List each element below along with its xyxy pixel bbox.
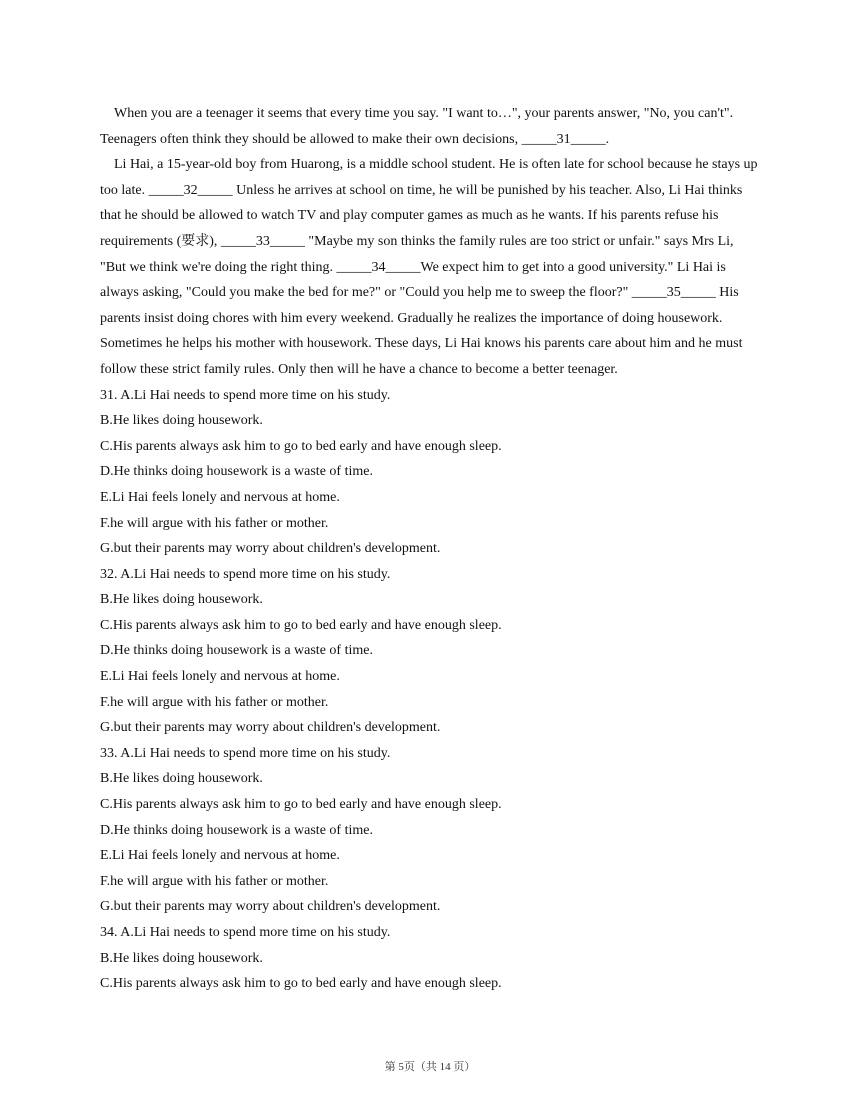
option-line: F.he will argue with his father or mother. <box>100 515 329 531</box>
option-line: D.He thinks doing housework is a waste of time. <box>100 643 373 659</box>
option-line: E.Li Hai feels lonely and nervous at home. <box>100 489 340 505</box>
option-line: D.He thinks doing housework is a waste of time. <box>100 464 373 480</box>
page-footer: 第 5页（共 14 页） <box>384 1061 476 1073</box>
option-line: B.He likes doing housework. <box>100 950 263 966</box>
option-line: C.His parents always ask him to go to bed early and have enough sleep. <box>100 976 502 992</box>
option-line: 34. A.Li Hai needs to spend more time on his study. <box>100 925 391 940</box>
passage-paragraph-2: Li Hai, a 15-year-old boy from Huarong, is a middle school student. He is often late for school because he stays up too late. _____32_____ Unless he arrives at school on time, he will be punished by his teacher. Also, Li Hai thinks that he should be allowed to watch TV and play computer games as much as he wants. If his parents refuse his requirements (要求), _____33_____ "Maybe my son thinks the family rules are too strict or unfair." says Mrs Li, "But we think we're doing the right thing. _____34_____We expect him to get into a good university." Li Hai is always asking, "Could you make the bed for me?" or "Could you help me to sweep the floor?" _____35_____ His parents insist doing chores with him every weekend. Gradually he realizes the importance of doing housework. Sometimes he helps his mother with housework. These days, Li Hai knows his parents care about him and he must follow these strict family rules. Only then will he have a chance to become a better teenager. <box>100 157 758 377</box>
option-line: 32. A.Li Hai needs to spend more time on his study. <box>100 566 391 582</box>
option-line: B.He likes doing housework. <box>100 771 263 787</box>
option-line: 33. A.Li Hai needs to spend more time on his study. <box>100 745 391 761</box>
option-line: D.He thinks doing housework is a waste of time. <box>100 822 373 838</box>
document-page <box>100 101 762 997</box>
answer-options-list <box>100 383 762 997</box>
option-line: F.he will argue with his father or mother. <box>100 873 329 889</box>
option-line: G.but their parents may worry about children's development. <box>100 720 441 736</box>
option-line: 31. A.Li Hai needs to spend more time on his study. <box>100 387 391 403</box>
option-line: C.His parents always ask him to go to bed early and have enough sleep. <box>100 617 502 633</box>
option-line: E.Li Hai feels lonely and nervous at home. <box>100 669 340 685</box>
option-line: F.he will argue with his father or mother. <box>100 694 329 710</box>
option-line: C.His parents always ask him to go to bed early and have enough sleep. <box>100 797 502 813</box>
option-line: B.He likes doing housework. <box>100 592 263 608</box>
passage-paragraph-1: When you are a teenager it seems that every time you say. "I want to…", your parents answer, "No, you can't". Teenagers often think they should be allowed to make their own decisions, _____31_____. <box>100 106 734 147</box>
option-line: B.He likes doing housework. <box>100 413 263 429</box>
option-line: E.Li Hai feels lonely and nervous at home. <box>100 848 340 864</box>
option-line: C.His parents always ask him to go to bed early and have enough sleep. <box>100 438 502 454</box>
option-line: G.but their parents may worry about children's development. <box>100 541 441 557</box>
option-line: G.but their parents may worry about children's development. <box>100 899 441 915</box>
